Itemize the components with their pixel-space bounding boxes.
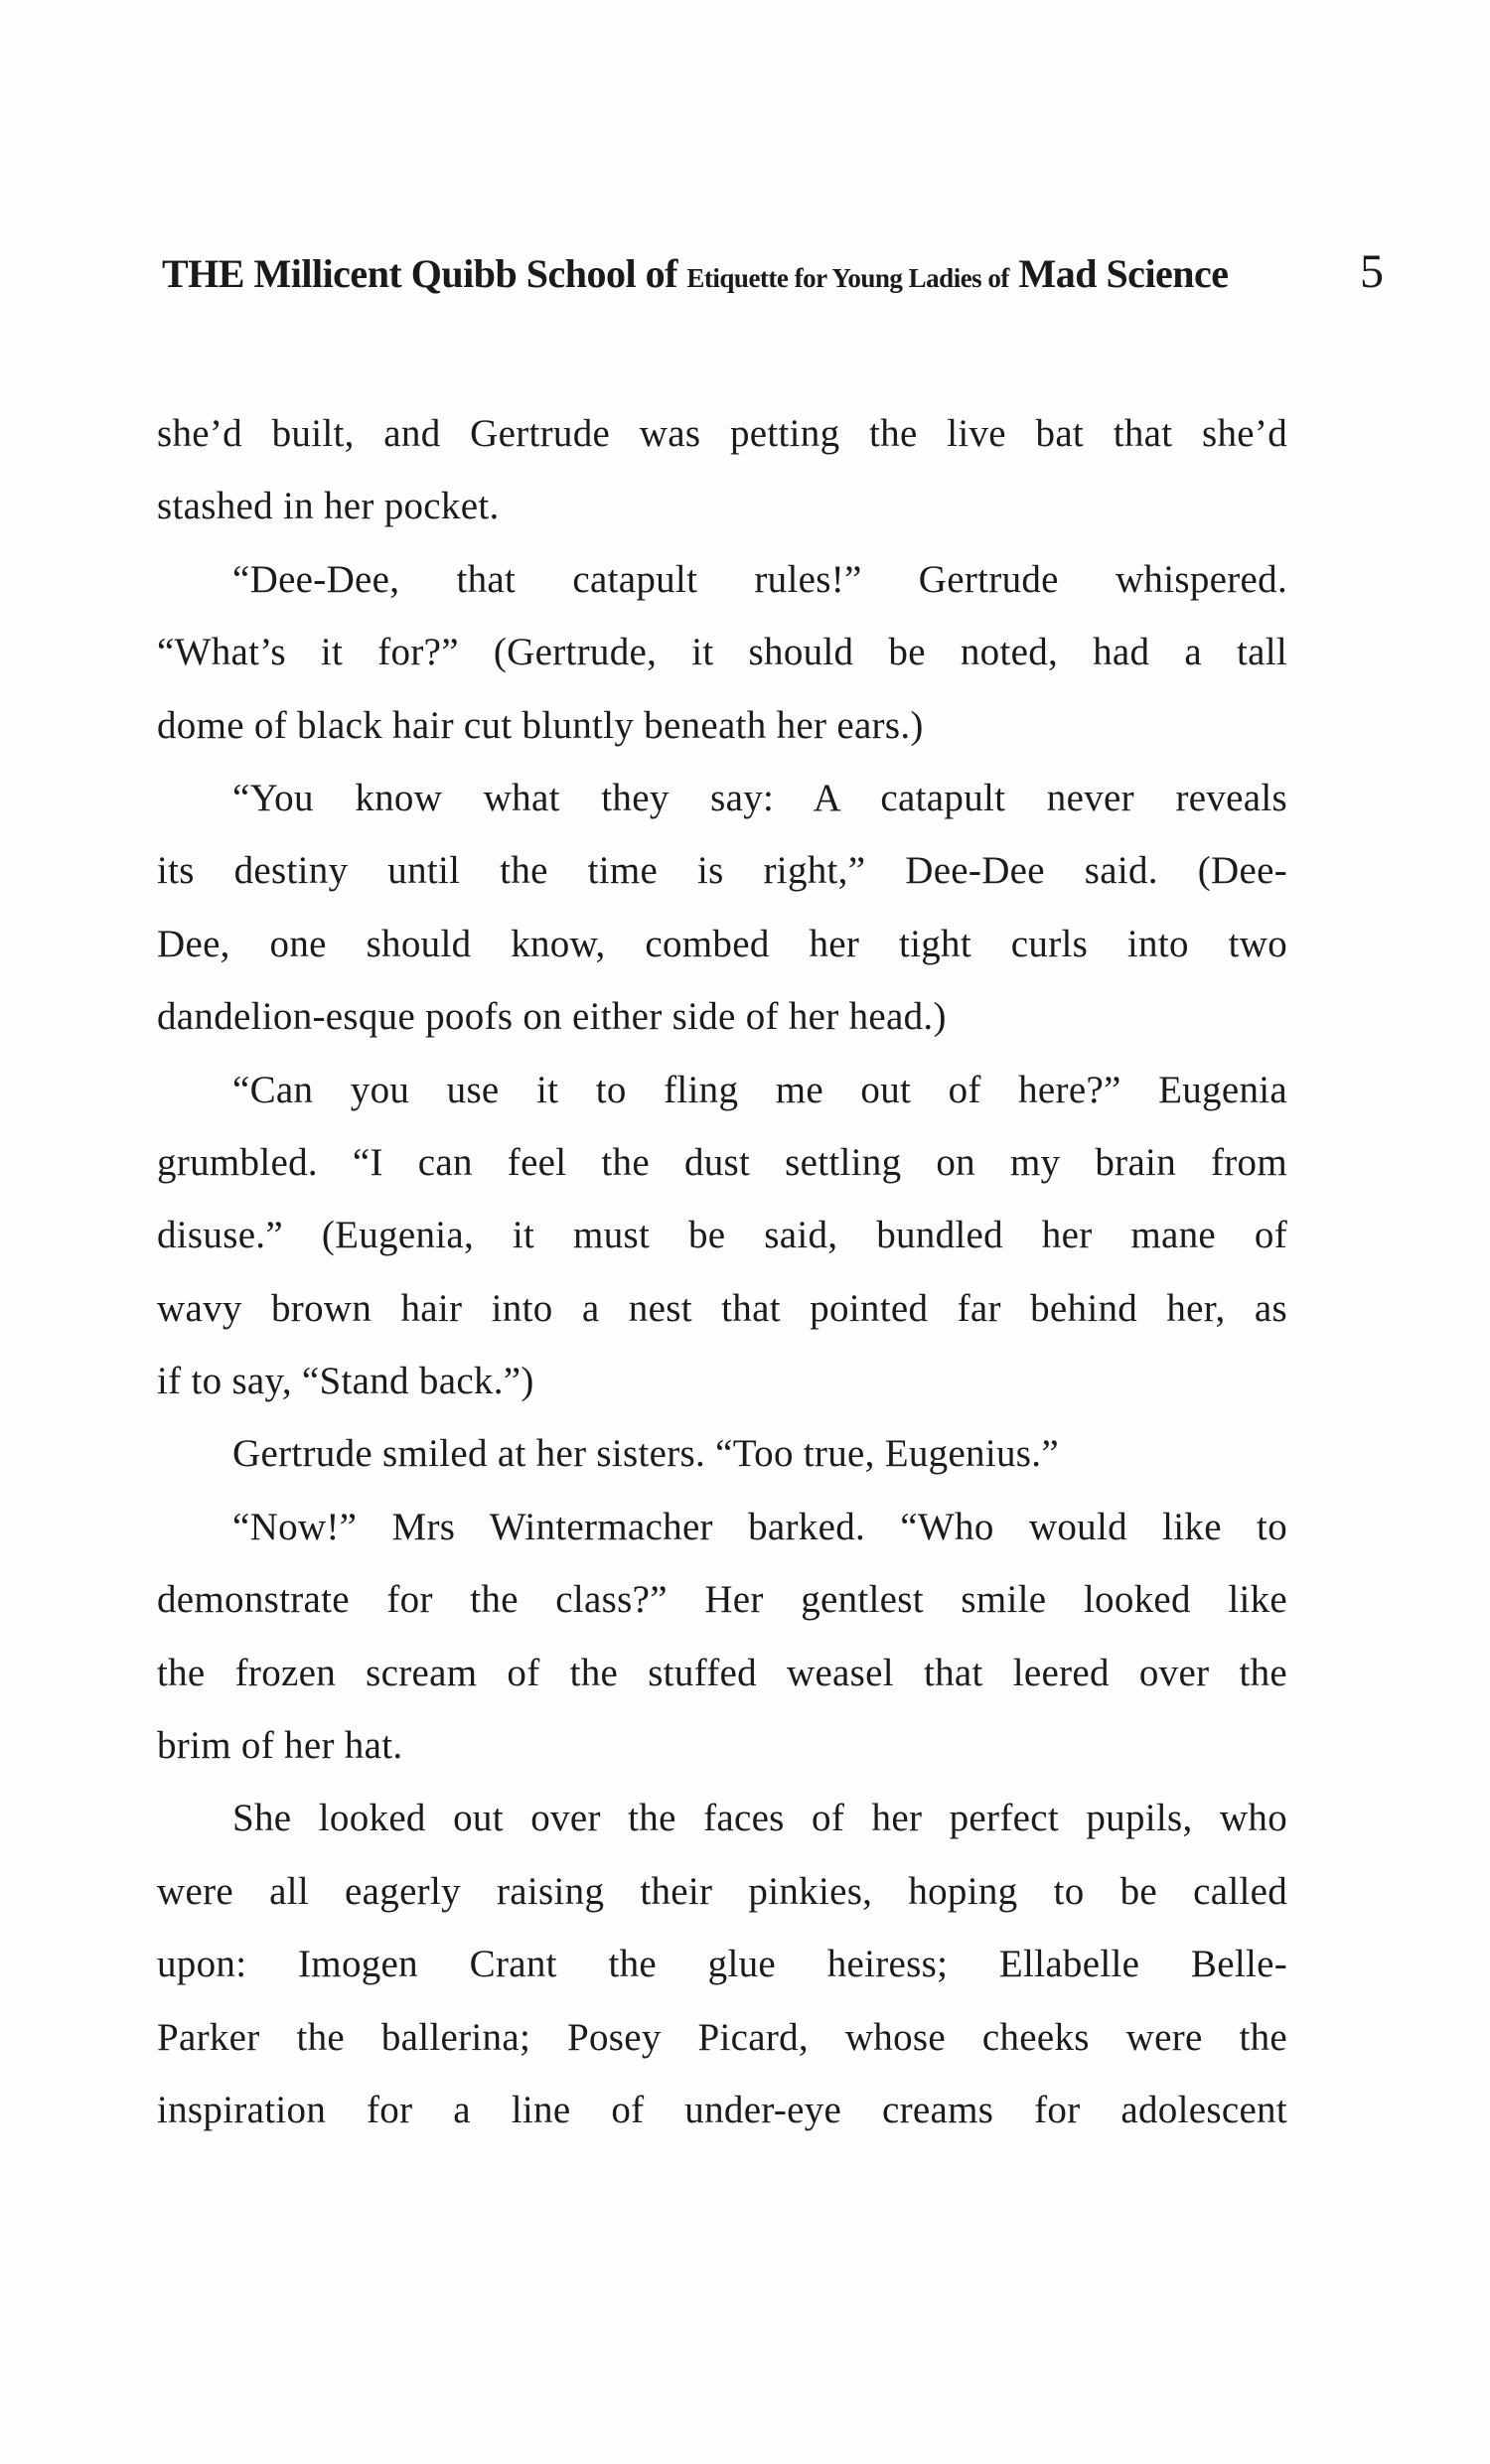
text-line: Dee, one should know, combed her tight curls into two: [157, 922, 1287, 965]
page-number: 5: [1360, 245, 1384, 298]
text-line: upon: Imogen Crant the glue heiress; Ellabelle Belle-: [157, 1943, 1287, 1986]
text-line: “Can you use it to fling me out of here?” Eugenia: [232, 1068, 1287, 1111]
text-line: the frozen scream of the stuffed weasel that leered over the: [157, 1651, 1287, 1694]
text-line: its destiny until the time is right,” Dee-Dee said. (Dee-: [157, 849, 1287, 893]
text-line: were all eagerly raising their pinkies, hoping to be called: [157, 1869, 1287, 1913]
text-line: brim of her hat.: [157, 1724, 403, 1768]
text-line: demonstrate for the class?” Her gentlest smile looked like: [157, 1578, 1287, 1622]
text-line: “You know what they say: A catapult never reveals: [232, 776, 1287, 819]
text-line: dome of black hair cut bluntly beneath her ears.): [157, 703, 924, 747]
text-line: disuse.” (Eugenia, it must be said, bundled her mane of: [157, 1214, 1287, 1257]
text-line: “Now!” Mrs Wintermacher barked. “Who would like to: [232, 1505, 1287, 1548]
text-line: grumbled. “I can feel the dust settling on my brain from: [157, 1140, 1287, 1184]
text-line: Parker the ballerina; Posey Picard, whose cheeks were the: [157, 2015, 1287, 2059]
text-line: “Dee-Dee, that catapult rules!” Gertrude whispered.: [232, 557, 1287, 601]
text-line: dandelion-esque poofs on either side of her head.): [157, 995, 947, 1039]
text-line: She looked out over the faces of her perfect pupils, who: [232, 1797, 1287, 1840]
page-header: [162, 245, 1384, 310]
text-line: “What’s it for?” (Gertrude, it should be noted, had a tall: [157, 631, 1287, 674]
running-head-small: Etiquette for Young Ladies of: [686, 263, 1009, 293]
text-line: she’d built, and Gertrude was petting the live bat that she’d: [157, 412, 1287, 455]
text-line: wavy brown hair into a nest that pointed far behind her, as: [157, 1286, 1287, 1330]
running-head-part1: THE Millicent Quibb School of: [162, 251, 687, 296]
running-head: [162, 250, 1229, 297]
text-line: if to say, “Stand back.”): [157, 1360, 534, 1403]
body-text: [157, 397, 1287, 2146]
running-head-part2: Mad Science: [1008, 251, 1229, 296]
text-line: stashed in her pocket.: [157, 485, 500, 528]
text-line: Gertrude smiled at her sisters. “Too true, Eugenius.”: [232, 1432, 1059, 1476]
text-line: inspiration for a line of under-eye creams for adolescent: [157, 2088, 1287, 2131]
